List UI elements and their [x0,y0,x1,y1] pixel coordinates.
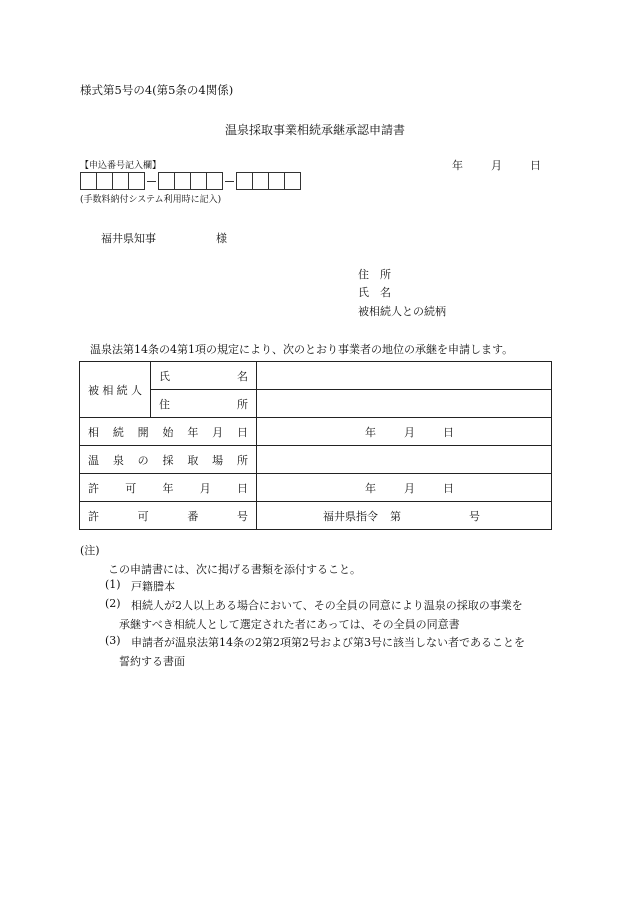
application-number-note: (手数料納付システム利用時に記入) [80,195,222,205]
separator-dash [225,181,234,182]
digit-box[interactable] [252,172,269,190]
date-year: 年 [365,425,376,439]
separator-dash [147,181,156,182]
permit-prefix: 福井県指令 [323,509,378,523]
addressee-honorific: 様 [216,232,227,245]
digit-box[interactable] [206,172,223,190]
applicant-relation-label: 被相続人との続柄 [358,305,446,318]
note-item-text: 戸籍謄本 [131,580,175,593]
date-month: 月 [404,481,415,495]
document-title: 温泉採取事業相続承継承認申請書 [224,123,405,137]
table-row [80,390,552,418]
digit-box[interactable] [128,172,145,190]
permit-dai: 第 [390,509,401,523]
digit-box[interactable] [236,172,253,190]
digit-box[interactable] [268,172,285,190]
digit-box[interactable] [158,172,175,190]
decedent-address-label: 住所 [151,390,257,418]
note-item-text: 申請者が温泉法第14条の2第2項第2号および第3号に該当しない者であることを [131,636,525,649]
digit-box[interactable] [190,172,207,190]
permit-number-label: 許可番号 [80,502,257,530]
decedent-label: 被相続人 [80,362,151,418]
decedent-name-field[interactable] [257,362,552,390]
table-row [80,474,552,502]
inheritance-date-field[interactable] [257,418,552,446]
applicant-address-label: 住 所 [358,268,391,281]
addressee [101,230,227,246]
permit-date-field[interactable] [257,474,552,502]
application-date [452,157,541,173]
site-field[interactable] [257,446,552,474]
intro-text: 温泉法第14条の4第1項の規定により、次のとおり事業者の地位の承継を申請します。 [90,343,514,356]
note-item-number: (3) [105,634,121,647]
application-table [79,361,552,530]
digit-box[interactable] [174,172,191,190]
table-row [80,502,552,530]
site-label: 温泉の採取場所 [80,446,257,474]
inheritance-date-label: 相続開始年月日 [80,418,257,446]
table-row [80,418,552,446]
decedent-address-field[interactable] [257,390,552,418]
digit-box[interactable] [112,172,129,190]
notes-lead: この申請書には、次に掲げる書類を添付すること。 [108,563,361,576]
digit-box[interactable] [284,172,301,190]
permit-date-label: 許可年月日 [80,474,257,502]
permit-number-field[interactable] [257,502,552,530]
date-year: 年 [452,159,463,172]
table-row [80,446,552,474]
addressee-name: 福井県知事 [101,232,156,245]
date-day: 日 [530,159,541,172]
note-item-text: 相続人が2人以上ある場合において、その全員の同意により温泉の採取の事業を [131,599,523,612]
date-day: 日 [443,425,454,439]
form-number: 様式第5号の4(第5条の4関係) [80,83,234,97]
notes-heading: (注) [80,544,100,557]
application-number-boxes [80,172,300,190]
note-item-number: (1) [105,578,121,591]
digit-box[interactable] [96,172,113,190]
digit-box[interactable] [80,172,97,190]
note-item-text-cont: 誓約する書面 [119,655,185,668]
table-row [80,362,552,390]
decedent-name-label: 氏名 [151,362,257,390]
date-month: 月 [491,159,502,172]
applicant-name-label: 氏 名 [358,286,391,299]
note-item-text-cont: 承継すべき相続人として選定された者にあっては、その全員の同意書 [119,618,460,631]
date-day: 日 [443,481,454,495]
application-number-label: 【申込番号記入欄】 [80,161,162,171]
date-year: 年 [365,481,376,495]
permit-go: 号 [469,509,480,523]
date-month: 月 [404,425,415,439]
note-item-number: (2) [105,597,121,610]
